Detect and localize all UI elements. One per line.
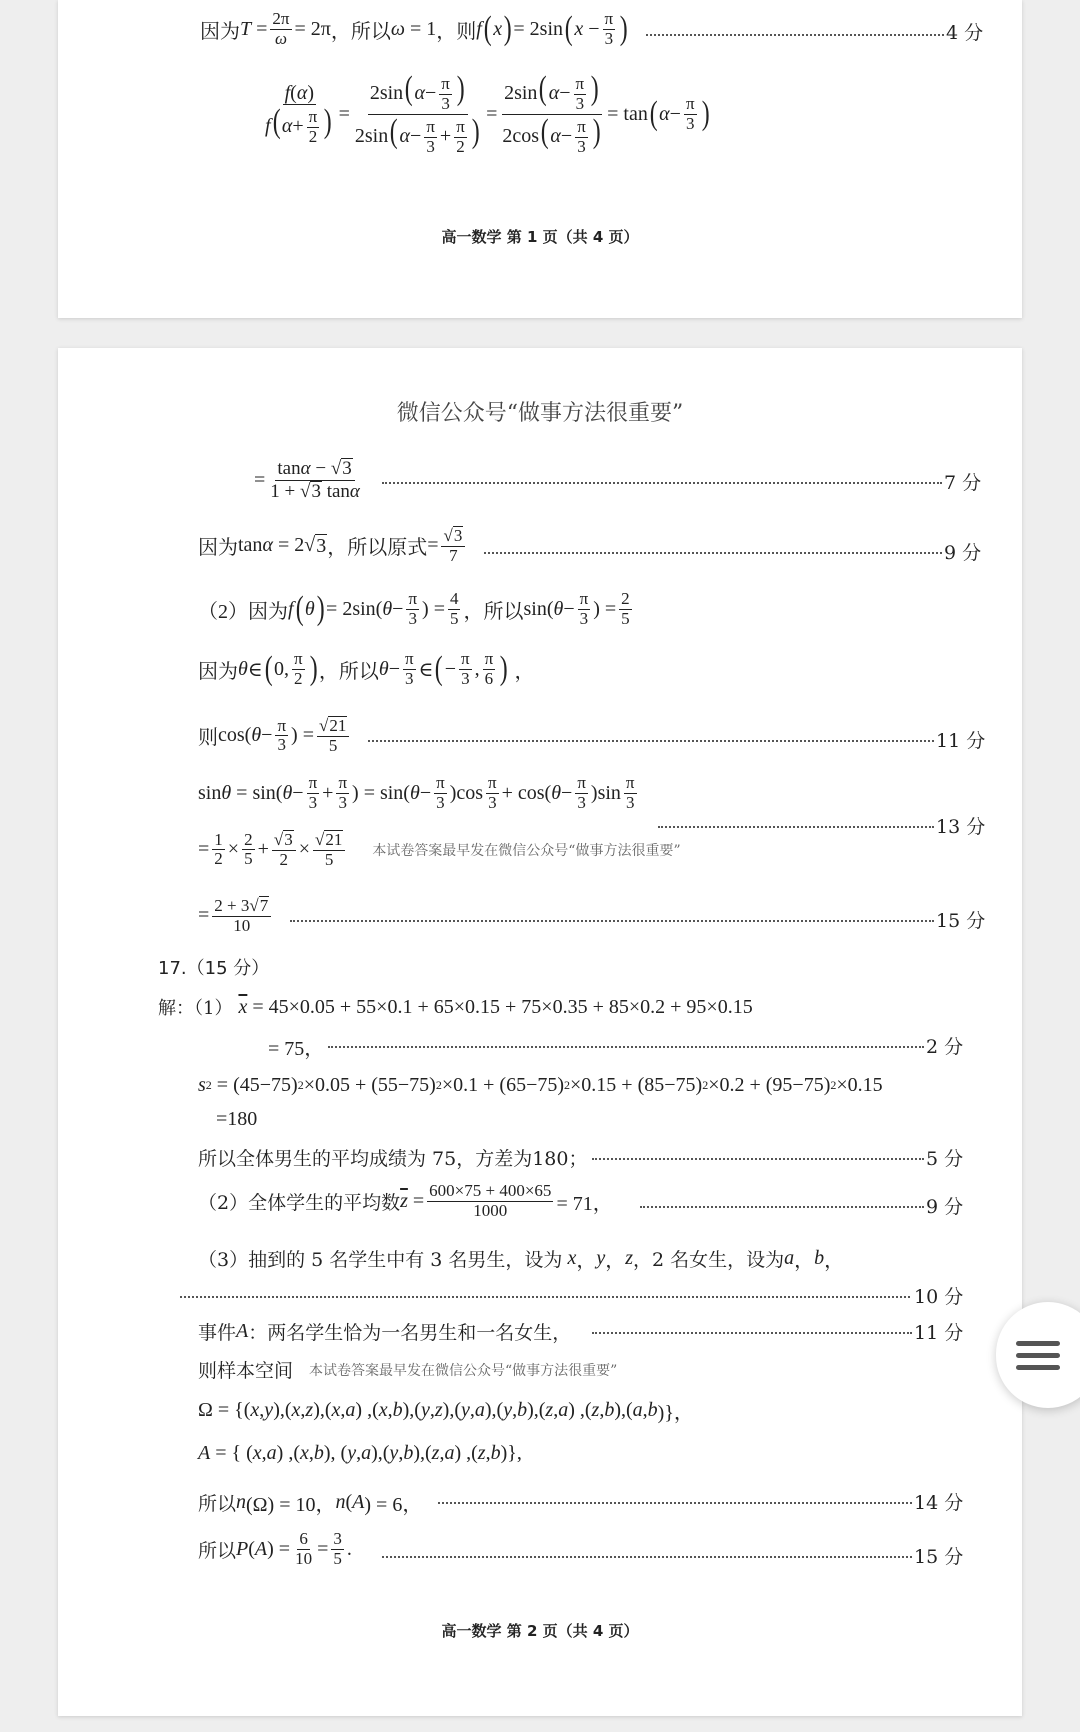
- dotted-leader: [328, 1046, 924, 1048]
- score-label: 11 分: [936, 730, 986, 752]
- score-label: 15 分: [914, 1546, 964, 1568]
- line-sample-space: [198, 1356, 617, 1383]
- dotted-leader: [438, 1502, 912, 1504]
- line-probability: 所以 P ( A ) = $\frac{6}{10}$ = $\frac{3}{5}$ .: [198, 1529, 352, 1568]
- text-so: 所以: [198, 1539, 237, 1562]
- line-sin-value: = $\frac{1}{2}$ × $\frac{2}{5}$ + √ 3 2 × √ 21 5 本试卷答案最早发在微信公众号“做事方法很重要”: [198, 829, 681, 869]
- text-so: 所以: [198, 1493, 237, 1515]
- text-part3-mid: ，2 名女生，设为: [633, 1249, 785, 1271]
- line-variance-result: =180: [216, 1108, 258, 1130]
- text-sample-space: 则样本空间: [198, 1360, 294, 1382]
- text-because: 因为: [198, 537, 238, 560]
- page-1: [58, 0, 1022, 318]
- text-event-desc: ：两名学生恰为一名男生和一名女生，: [248, 1322, 572, 1344]
- dotted-leader: [382, 482, 942, 484]
- line-event-a: 事件 A ：两名学生恰为一名男生和一名女生，: [198, 1320, 572, 1344]
- dotted-leader: [484, 552, 942, 554]
- page-footer: 高一数学 第 1 页（共 4 页）: [441, 228, 639, 246]
- score-label: 5 分: [926, 1148, 964, 1170]
- line-period: 因为 T = $\frac{2\pi}{\omega}$ = 2π ，所以 ω = 1 ，则 f ( x ) = 2sin ( x − $\frac{\pi}{3}$ ): [200, 9, 628, 48]
- text-so: ，所以: [318, 660, 379, 683]
- line-sin-expansion: sin θ = sin( θ − $\frac{\pi}{3}$ + $\frac{\pi}{3}$ ) = sin( θ − $\frac{\pi}{3}$ )cos $\frac{\pi}{3}$ + cos( θ − $\frac{\pi}{3}$ )sin $\frac{\pi}{3}$: [198, 773, 635, 812]
- dotted-leader: [592, 1332, 912, 1334]
- hamburger-icon-bar: [1016, 1365, 1060, 1370]
- text-because: 因为: [198, 660, 238, 683]
- line-ratio: f(α) f(α+ $\frac{\pi}{2}$ ) = 2sin(α− $\frac{\pi}{3}$ ) 2sin(α− $\frac{\pi}{3}$ + $\frac{\pi}{2}$ ) = 2sin(α− $\frac{\pi}{3}$ ) 2cos(α− $\frac{\pi}{3}$ ) = tan ( α − $\frac{\pi}{3}$ ): [265, 70, 710, 156]
- line-set-a: A = { ( x , a ) ,( x , b ), ( y , a ),( y , b ),( z , a ) ,( z , b )},: [198, 1442, 522, 1464]
- dotted-leader: [180, 1296, 910, 1298]
- text-because: 因为: [200, 20, 240, 43]
- line-tan-value: 因为 tan α = 2√ 3 ，所以原式 = √ 3 7: [198, 526, 468, 565]
- watermark-text: 本试卷答案最早发在微信公众号“做事方法很重要”: [372, 842, 681, 859]
- line-counts: 所以 n (Ω) = 10， n ( A ) = 6，: [198, 1491, 423, 1516]
- page-2: [58, 348, 1022, 1716]
- page-header: 微信公众号“做事方法很重要”: [396, 401, 684, 426]
- line-omega: Ω = {( x , y ),( x , z ),( x , a ) ,( x , b ),( y , z ),( y , a ),( y , b ),( z , a ) ,( z , b ),( a , b )}，: [198, 1399, 694, 1424]
- text-solution: 解：（1）: [158, 998, 233, 1019]
- line-variance: s 2 = (45−75) 2 ×0.05 + (55−75) 2 ×0.1 + (65−75) 2 ×0.15 + (85−75) 2 ×0.2 + (95−75) 2 ×0.15: [198, 1074, 883, 1096]
- line-part2: （2）因为 f ( θ ) = 2sin( θ − $\frac{\pi}{3}$ ) = $\frac{4}{5}$ ，所以 sin( θ − $\frac{\pi}{3}$ ) = $\frac{2}{5}$: [198, 589, 630, 628]
- score-label: 4 分: [946, 22, 984, 44]
- text-part3: （3）抽到的 5 名学生中有 3 名男生，设为: [198, 1249, 563, 1271]
- score-label: 9 分: [926, 1196, 964, 1218]
- text-part2: （2）因为: [198, 600, 288, 623]
- score-label: 2 分: [926, 1036, 964, 1058]
- line-theta-range: 因为 θ ∈ ( 0, $\frac{\pi}{2}$ ) ，所以 θ − $\frac{\pi}{3}$ ∈ ( − $\frac{\pi}{3}$ , $\frac{\pi}{6}$ ) ，: [198, 649, 535, 688]
- line-cos: 则 cos( θ − $\frac{\pi}{3}$ ) = √ 21 5: [198, 716, 352, 755]
- line-mean-result: = 75，: [268, 1038, 325, 1060]
- score-label: 13 分: [936, 816, 986, 838]
- dotted-leader: [640, 1206, 924, 1208]
- text-so: ，所以: [463, 600, 524, 623]
- dotted-leader: [646, 34, 944, 36]
- line-part3: （3）抽到的 5 名学生中有 3 名男生，设为 x ， y ， z ，2 名女生，设为 a ， b ，: [198, 1247, 845, 1272]
- dotted-leader: [592, 1158, 924, 1160]
- line-sin-result: = 2 + 3√ 7 10: [198, 896, 274, 935]
- watermark-text: 本试卷答案最早发在微信公众号“做事方法很重要”: [309, 1362, 618, 1379]
- line-overall-mean: （2）全体学生的平均数 $\overline{z}$ = $\frac{600\times 75 + 400\times 65}{1000}$ = 71，: [198, 1181, 613, 1220]
- text-event: 事件: [198, 1322, 237, 1344]
- text-so: ，所以原式: [327, 537, 428, 560]
- score-label: 14 分: [914, 1492, 964, 1514]
- score-label: 9 分: [944, 542, 982, 564]
- dotted-leader: [658, 826, 934, 828]
- dotted-leader: [382, 1556, 912, 1558]
- line-tan-diff: = tanα − √ 3 1 + √ 3 tanα: [254, 458, 360, 502]
- hamburger-icon-bar: [1016, 1341, 1060, 1346]
- score-label: 15 分: [936, 910, 986, 932]
- question-number: 17.（15 分）: [158, 958, 270, 979]
- page-footer: 高一数学 第 2 页（共 4 页）: [441, 1622, 639, 1640]
- dotted-leader: [290, 920, 934, 922]
- score-label: 7 分: [944, 472, 982, 494]
- hamburger-icon-bar: [1016, 1353, 1060, 1358]
- text-then: 则: [198, 727, 218, 750]
- text-so: ，所以: [330, 20, 391, 43]
- text-part2: （2）全体学生的平均数: [198, 1191, 401, 1214]
- score-label: 10 分: [914, 1286, 964, 1308]
- text-then: ，则: [436, 20, 477, 43]
- dotted-leader: [368, 740, 934, 742]
- score-label: 11 分: [914, 1322, 964, 1344]
- text-summary: 所以全体男生的平均成绩为 75，方差为180；: [198, 1148, 588, 1170]
- line-mean: 解：（1） $\overline{x}$ = 45×0.05 + 55×0.1 + 65×0.15 + 75×0.35 + 85×0.2 + 95×0.15: [158, 995, 753, 1019]
